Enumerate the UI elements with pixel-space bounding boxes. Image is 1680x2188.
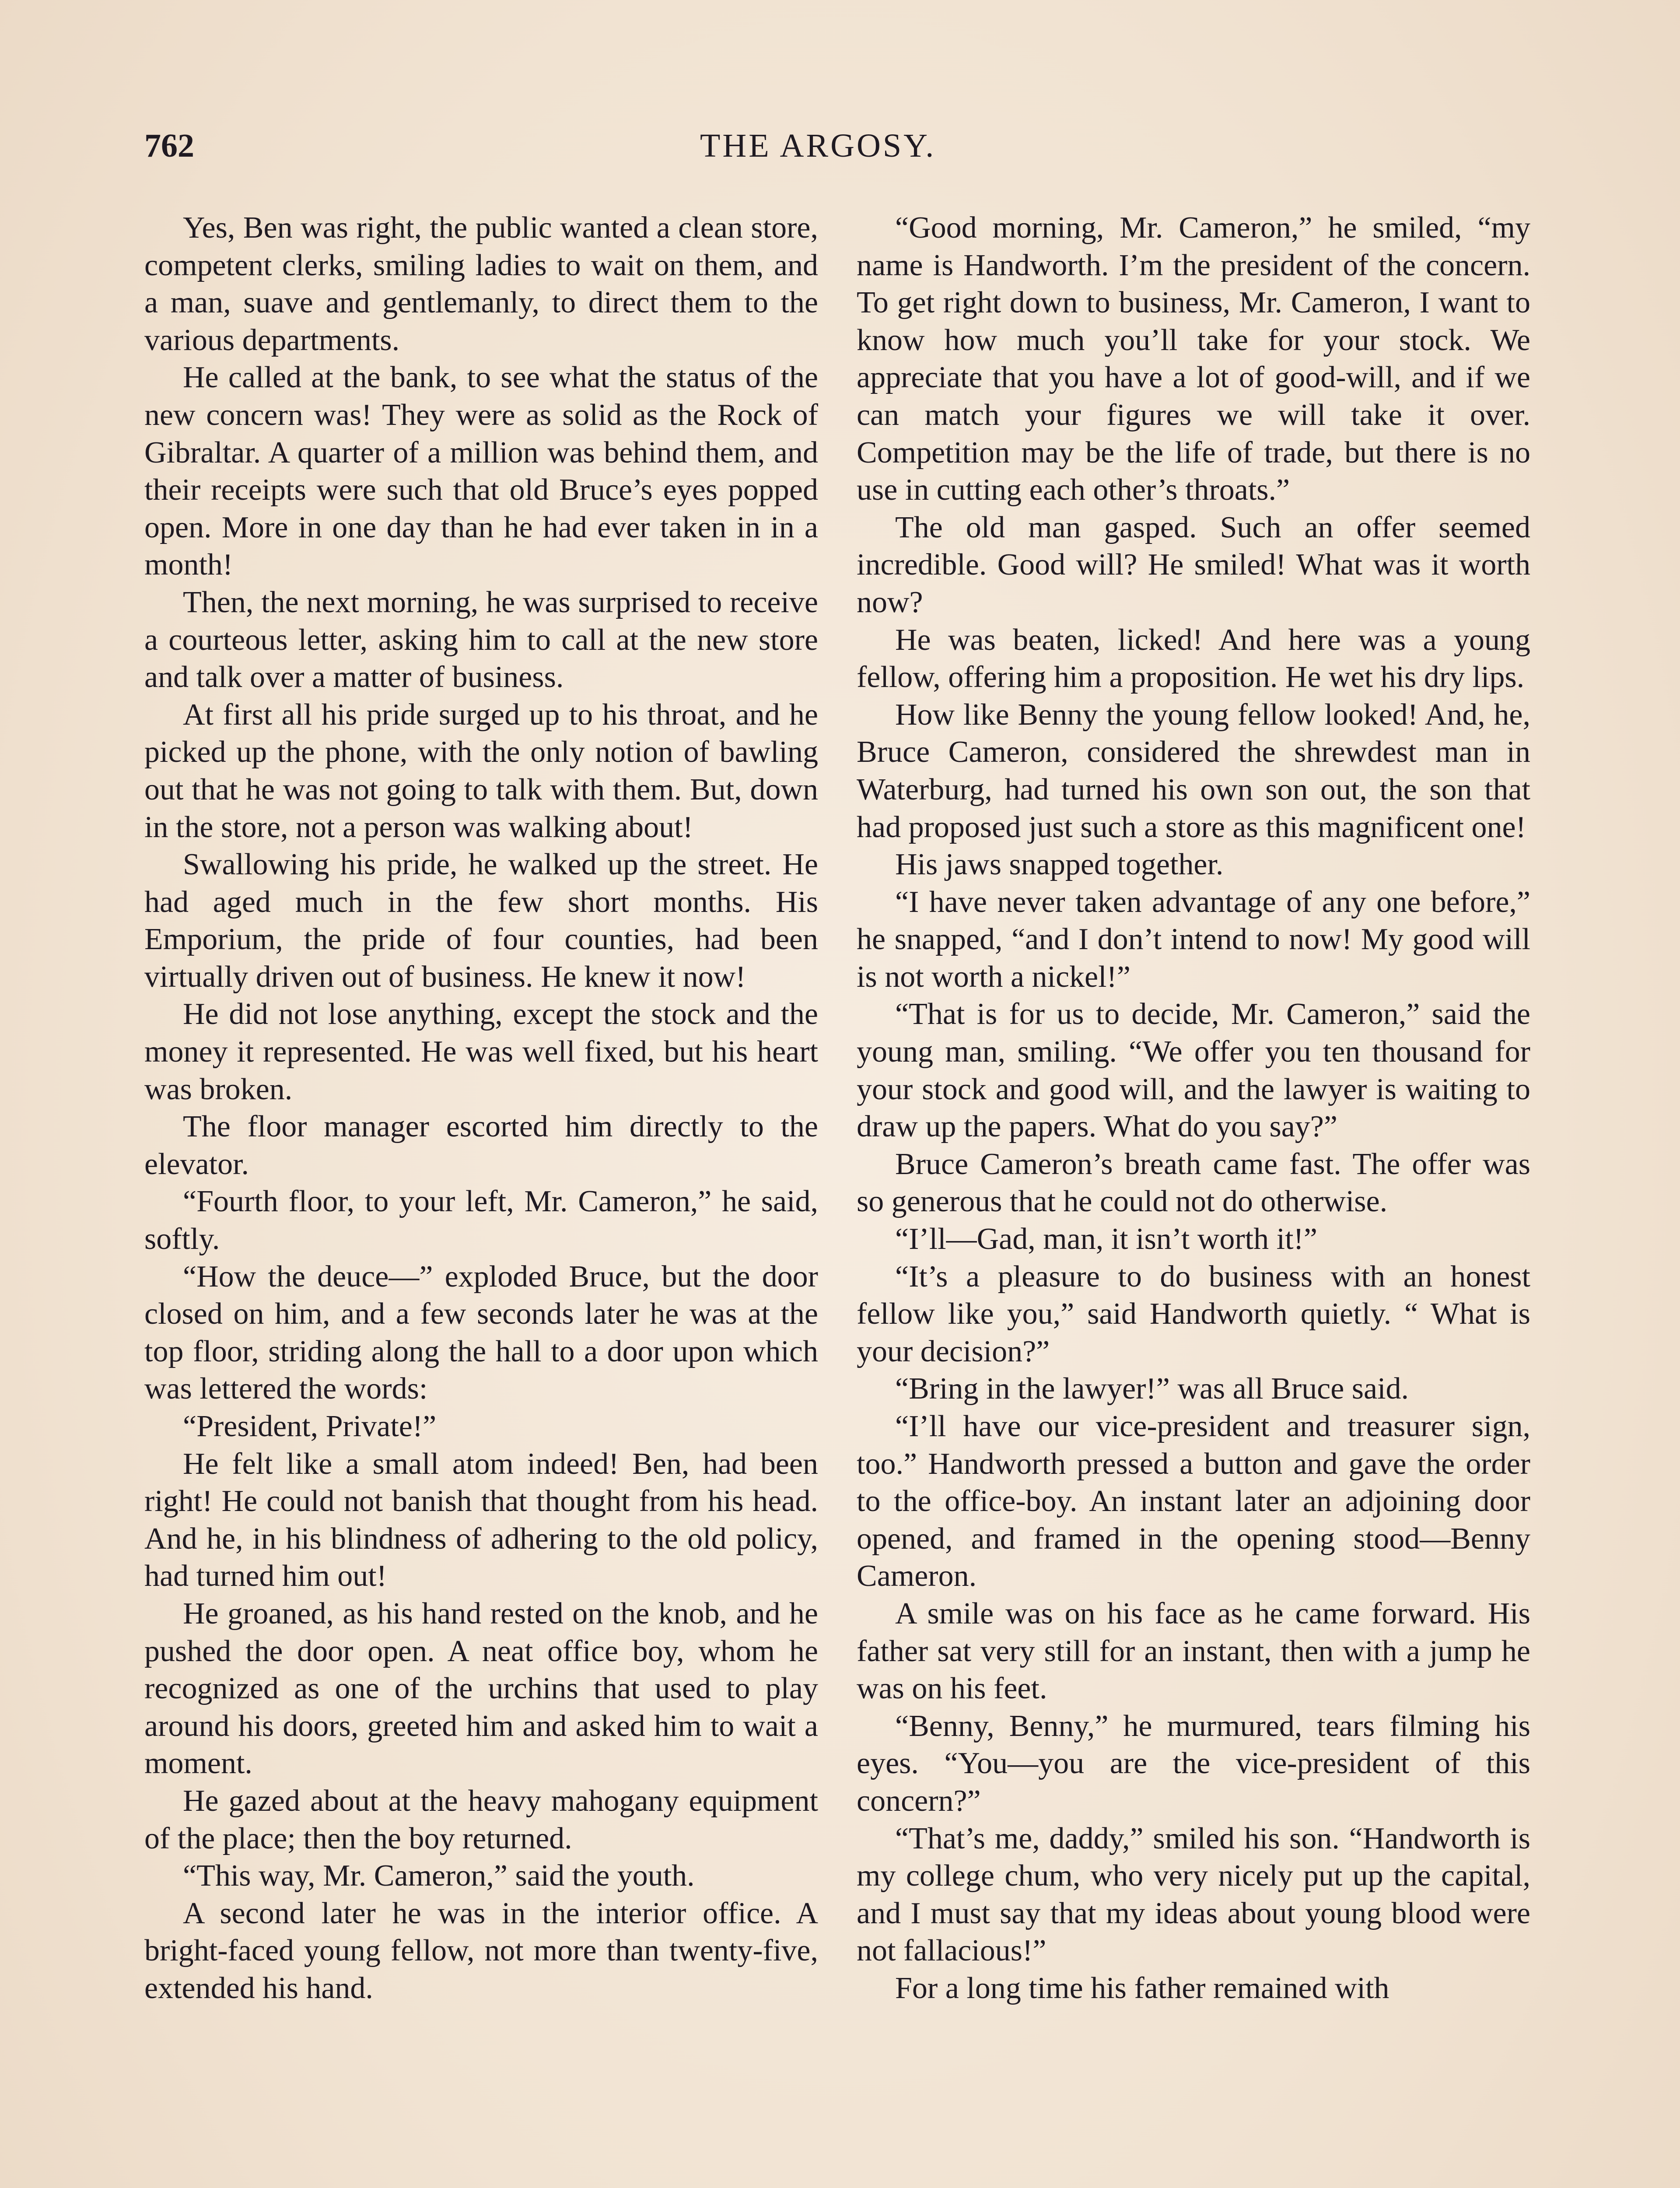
paragraph: His jaws snapped together. [895,848,1224,882]
paragraph: He gazed about at the heavy mahogany equipment of the place; then the boy returned. [144,1784,818,1855]
paragraph: The floor manager escorted him directly to the elevator. [144,1110,818,1181]
paragraph: “Bring in the lawyer!” was all Bruce said. [895,1372,1409,1406]
paragraph: Swallowing his pride, he walked up the street. He had aged much in the few short months. His Emporium, the pride of four counties, had been virtually driven out of business. He knew it now! [144,848,818,994]
paragraph: Yes, Ben was right, the public wanted a clean store, competent clerks, smiling ladies to wait on them, and a man, suave and gentlemanly, to direct them to the various departments. [144,211,818,357]
left-column [144,209,818,2007]
paragraph: At first all his pride surged up to his throat, and he picked up the phone, with the only notion of bawling out that he was not going to talk with them. But, down in the store, not a person was walking about! [144,698,818,844]
paragraph: “This way, Mr. Cameron,” said the youth. [183,1859,695,1893]
paragraph: How like Benny the young fellow looked! And, he, Bruce Cameron, considered the shrewdest man in Waterburg, had turned his own son out, the son that had proposed just such a store as this magnificent one! [857,698,1530,844]
paragraph: For a long time his father remained with [895,1971,1390,2005]
paragraph: Then, the next morning, he was surprised to receive a courteous letter, asking him to call at the new store and talk over a matter of business. [144,585,818,694]
paragraph: “Fourth floor, to your left, Mr. Cameron,” he said, softly. [144,1185,818,1256]
paragraph: He called at the bank, to see what the status of the new concern was! They were as solid as the Rock of Gibraltar. A quarter of a million was behind them, and their receipts were such that old Bruce’s eyes popped open. More in one day than he had ever taken in in a month! [144,361,818,582]
paragraph: He felt like a small atom indeed! Ben, had been right! He could not banish that thought from his head. And he, in his blindness of adhering to the old policy, had turned him out! [144,1447,818,1593]
paragraph: “It’s a pleasure to do business with an honest fellow like you,” said Handworth quietly. “ What is your decision?” [857,1259,1530,1368]
paragraph: He groaned, as his hand rested on the knob, and he pushed the door open. A neat office boy, whom he recognized as one of the urchins that used to play around his doors, greeted him and asked him to wait a moment. [144,1596,818,1781]
paragraph: He was beaten, licked! And here was a young fellow, offering him a proposition. He wet his dry lips. [857,623,1530,694]
paragraph: A second later he was in the interior office. A bright-faced young fellow, not more than twenty-five, extended his hand. [144,1896,818,2005]
paragraph: “Good morning, Mr. Cameron,” he smiled, “my name is Handworth. I’m the president of the concern. To get right down to business, Mr. Cameron, I want to know how much you’ll take for your stock. We appreciate that you have a lot of good-will, and if we can match your figures we will take it over. Competition may be the life of trade, but there is no use in cutting each other’s throats.” [857,211,1530,507]
paragraph: “Benny, Benny,” he murmured, tears filming his eyes. “You—you are the vice-president of this concern?” [857,1709,1530,1818]
paragraph: The old man gasped. Such an offer seemed incredible. Good will? He smiled! What was it worth now? [857,510,1530,619]
running-title: THE ARGOSY. [700,127,936,164]
page-header [0,127,1680,175]
paragraph: He did not lose anything, except the stock and the money it represented. He was well fixed, but his heart was broken. [144,997,818,1106]
paragraph: “That’s me, daddy,” smiled his son. “Handworth is my college chum, who very nicely put up the capital, and I must say that my ideas about young blood were not fallacious!” [857,1821,1530,1968]
paragraph: “I’ll—Gad, man, it isn’t worth it!” [895,1222,1317,1256]
page-number: 762 [144,127,194,164]
right-column [857,209,1530,2007]
paragraph: “I have never taken advantage of any one before,” he snapped, “and I don’t intend to now! My good will is not worth a nickel!” [857,885,1530,994]
paragraph: Bruce Cameron’s breath came fast. The offer was so generous that he could not do otherwise. [857,1147,1530,1219]
paragraph: “How the deuce—” exploded Bruce, but the door closed on him, and a few seconds later he was at the top floor, striding along the hall to a door upon which was lettered the words: [144,1259,818,1406]
paragraph: “I’ll have our vice-president and treasurer sign, too.” Handworth pressed a button and gave the order to the office-boy. An instant later an adjoining door opened, and framed in the opening stood—Benny Cameron. [857,1410,1530,1593]
paragraph: “President, Private!” [183,1410,437,1443]
paragraph: A smile was on his face as he came forward. His father sat very still for an instant, then with a jump he was on his feet. [857,1596,1530,1706]
paragraph: “That is for us to decide, Mr. Cameron,” said the young man, smiling. “We offer you ten thousand for your stock and good will, and the lawyer is waiting to draw up the papers. What do you say?” [857,997,1530,1144]
